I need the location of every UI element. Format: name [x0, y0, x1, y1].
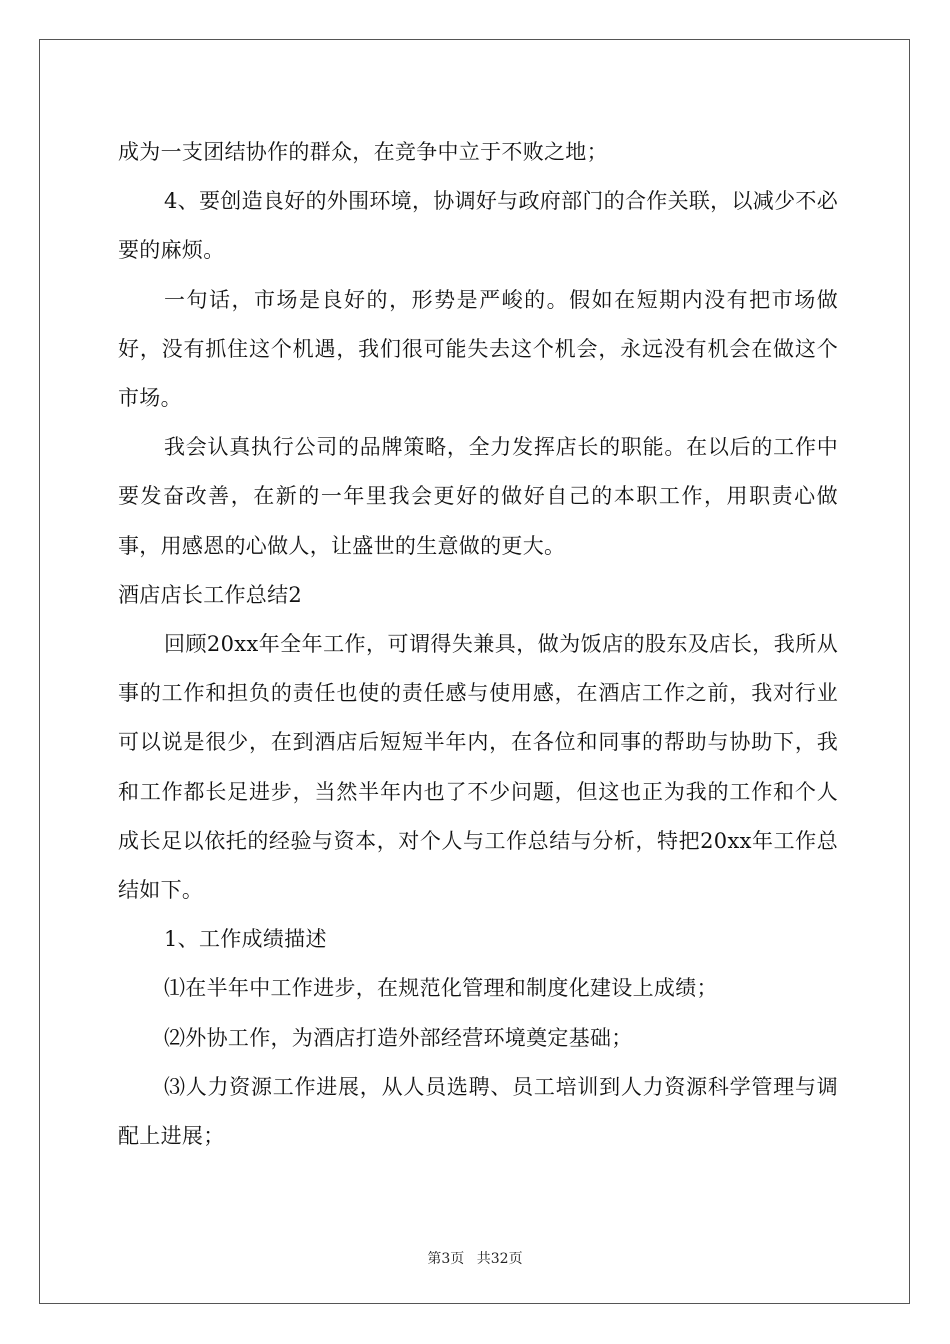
paragraph-5: 回顾20xx年全年工作，可谓得失兼具，做为饭店的股东及店长，我所从事的工作和担负的责任也使的责任感与使用感，在酒店工作之前，我对行业可以说是很少，在到酒店后短短半年内，在各位和同事的帮助与协助下，我和工作都长足进步，当然半年内也了不少问题，但这也正为我的工作和个人成长足以依托的经验与资本，对个人与工作总结与分析，特把20xx年工作总结如下。	[118, 632, 838, 903]
paragraph-1: 成为一支团结协作的群众，在竞争中立于不败之地；	[118, 140, 608, 164]
paragraph-2: 4、要创造良好的外围环境，协调好与政府部门的合作关联，以减少不必要的麻烦。	[118, 189, 838, 263]
section-heading: 酒店店长工作总结2	[118, 582, 303, 607]
page-footer	[0, 1248, 950, 1268]
list-item-1: ⑴在半年中工作进步，在规范化管理和制度化建设上成绩；	[164, 976, 718, 1001]
paragraph-3: 一句话，市场是良好的，形势是严峻的。假如在短期内没有把市场做好，没有抓住这个机遇，我们很可能失去这个机会，永远没有机会在做这个市场。	[118, 287, 838, 411]
subheading-work-results: 1、工作成绩描述	[164, 927, 327, 952]
list-item-3: ⑶人力资源工作进展，从人员选聘、员工培训到人力资源科学管理与调配上进展；	[118, 1074, 838, 1149]
paragraph-4: 我会认真执行公司的品牌策略，全力发挥店长的职能。在以后的工作中要发奋改善，在新的一年里我会更好的做好自己的本职工作，用职责心做事，用感恩的心做人，让盛世的生意做的更大。	[118, 435, 838, 558]
list-item-2: ⑵外协工作，为酒店打造外部经营环境奠定基础；	[164, 1025, 633, 1050]
total-page-count: 共32页	[476, 1251, 523, 1267]
current-page-number: 第3页	[427, 1251, 465, 1267]
document-body	[118, 128, 838, 1161]
